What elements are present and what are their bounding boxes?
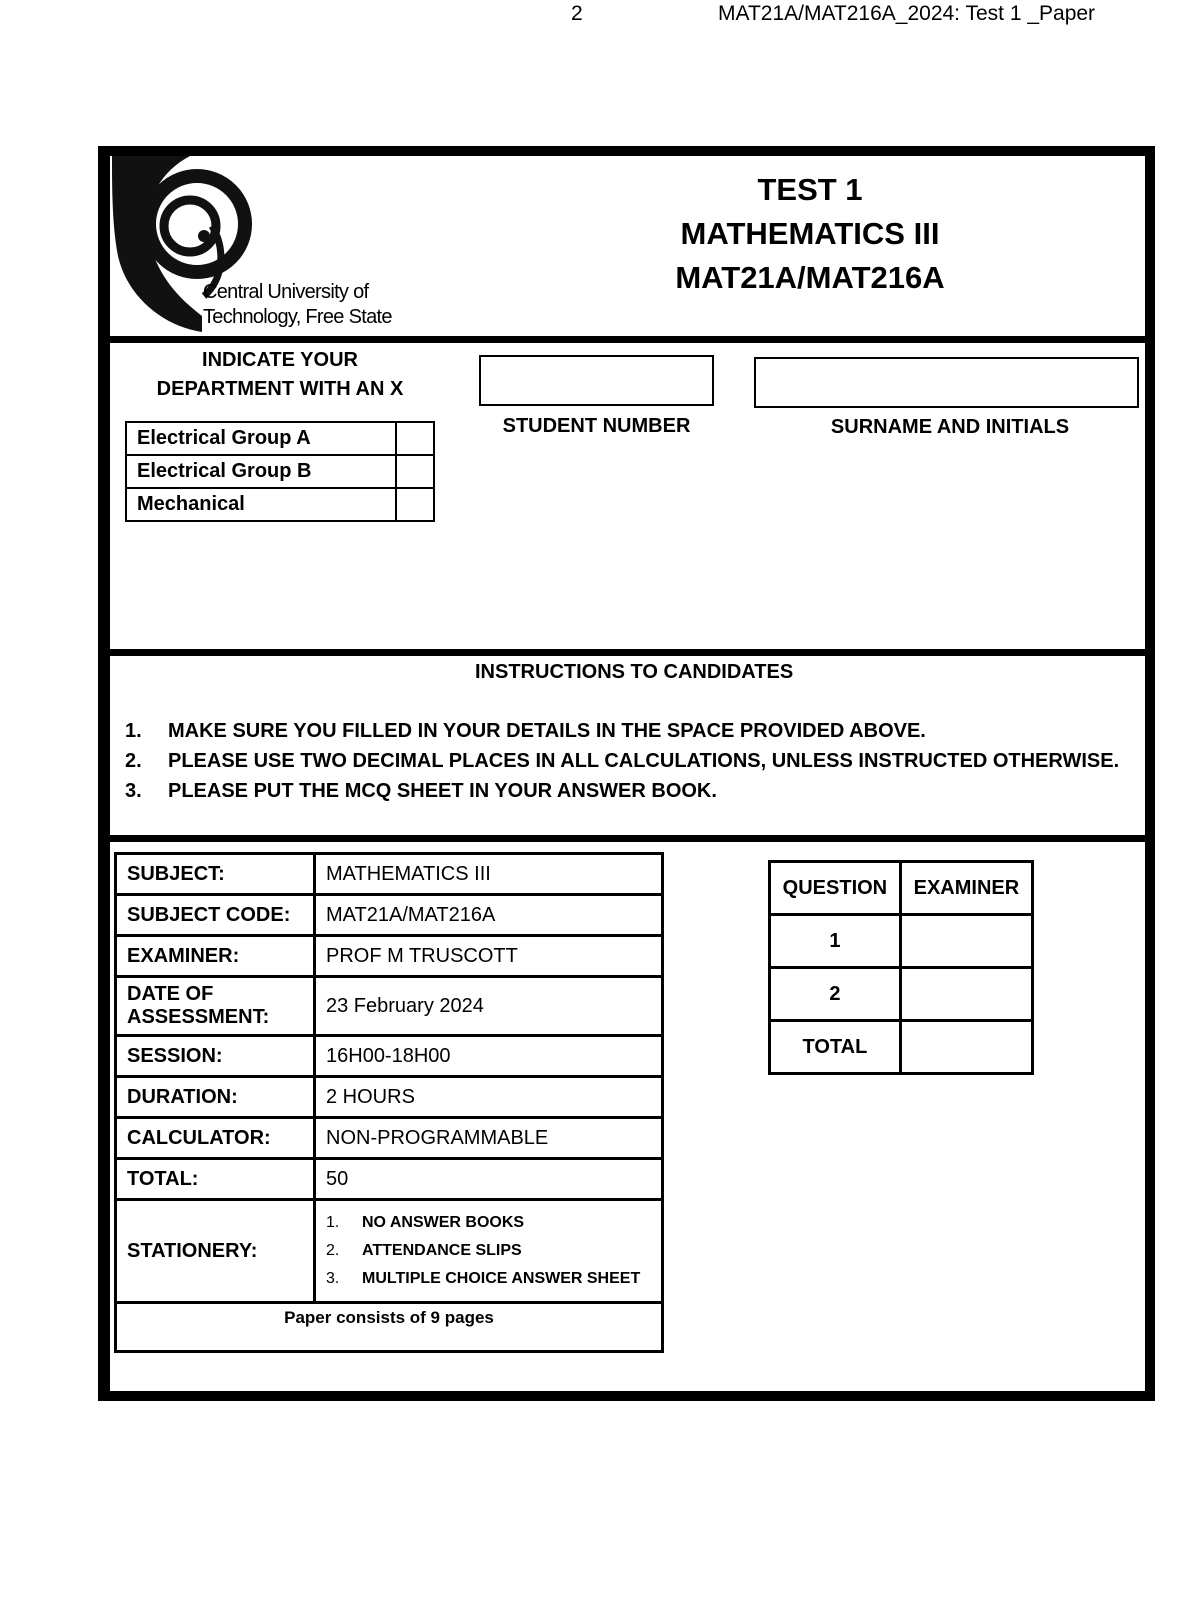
student-number-field[interactable] [479, 355, 714, 406]
list-item: 2. ATTENDANCE SLIPS [326, 1242, 522, 1259]
department-heading: INDICATE YOUR DEPARTMENT WITH AN X [156, 349, 404, 400]
page-number: 2 [571, 2, 583, 25]
table-row [770, 862, 1033, 915]
department-checkbox[interactable] [396, 422, 434, 455]
surname-field[interactable] [754, 357, 1139, 408]
divider [98, 649, 1155, 656]
table-row: 1 [770, 915, 1033, 968]
divider [98, 835, 1155, 842]
department-checkbox[interactable] [396, 455, 434, 488]
mark-cell[interactable] [900, 968, 1032, 1021]
table-row: TOTAL [770, 1021, 1033, 1074]
column-header: QUESTION [770, 862, 901, 915]
list-item: 2. PLEASE USE TWO DECIMAL PLACES IN ALL CALCULATIONS, UNLESS INSTRUCTED OTHERWISE. [125, 750, 1120, 772]
list-item: 1. MAKE SURE YOU FILLED IN YOUR DETAILS IN THE SPACE PROVIDED ABOVE. [125, 720, 926, 742]
mark-cell[interactable] [900, 915, 1032, 968]
surname-label: SURNAME AND INITIALS [830, 416, 1070, 438]
list-item: 1. NO ANSWER BOOKS [326, 1214, 525, 1231]
assessment-info-table [114, 852, 664, 1353]
table-row [126, 455, 434, 488]
table-row: SUBJECT CODE: MAT21A/MAT216A [116, 895, 663, 936]
department-option: Electrical Group A [126, 422, 396, 455]
marks-table [768, 860, 1034, 1075]
department-table [125, 421, 435, 522]
table-row: DATE OF ASSESSMENT: 23 February 2024 [116, 977, 663, 1036]
table-row: DURATION: 2 HOURS [116, 1077, 663, 1118]
department-option: Mechanical [126, 488, 396, 521]
logo-text: Central University of Technology, Free State [203, 281, 392, 328]
table-row: CALCULATOR: NON-PROGRAMMABLE [116, 1118, 663, 1159]
department-option: Electrical Group B [126, 455, 396, 488]
table-row [126, 422, 434, 455]
table-row: 2 [770, 968, 1033, 1021]
table-row: TOTAL: 50 [116, 1159, 663, 1200]
table-row: SESSION: 16H00-18H00 [116, 1036, 663, 1077]
list-item: 3. MULTIPLE CHOICE ANSWER SHEET [326, 1270, 641, 1287]
table-row: SUBJECT: MATHEMATICS III [116, 854, 663, 895]
instructions-heading: INSTRUCTIONS TO CANDIDATES [475, 661, 794, 683]
divider [98, 336, 1155, 343]
page-count: Paper consists of 9 pages [116, 1303, 663, 1352]
table-row: EXAMINER: PROF M TRUSCOTT [116, 936, 663, 977]
table-row: STATIONERY: 1. NO ANSWER BOOKS 2. ATTENDANCE SLIPS 3. MULTIPLE CHOICE ANSWER SHEET [116, 1200, 663, 1303]
department-checkbox[interactable] [396, 488, 434, 521]
table-row [116, 1303, 663, 1352]
list-item: 3. PLEASE PUT THE MCQ SHEET IN YOUR ANSWER BOOK. [125, 780, 717, 802]
instructions-list [125, 716, 1119, 806]
test-title: TEST 1 MATHEMATICS III MAT21A/MAT216A [675, 172, 945, 295]
column-header: EXAMINER [900, 862, 1032, 915]
document-title: MAT21A/MAT216A_2024: Test 1 _Paper [718, 2, 1096, 25]
mark-cell[interactable] [900, 1021, 1032, 1074]
table-row [126, 488, 434, 521]
student-number-label: STUDENT NUMBER [502, 415, 691, 437]
